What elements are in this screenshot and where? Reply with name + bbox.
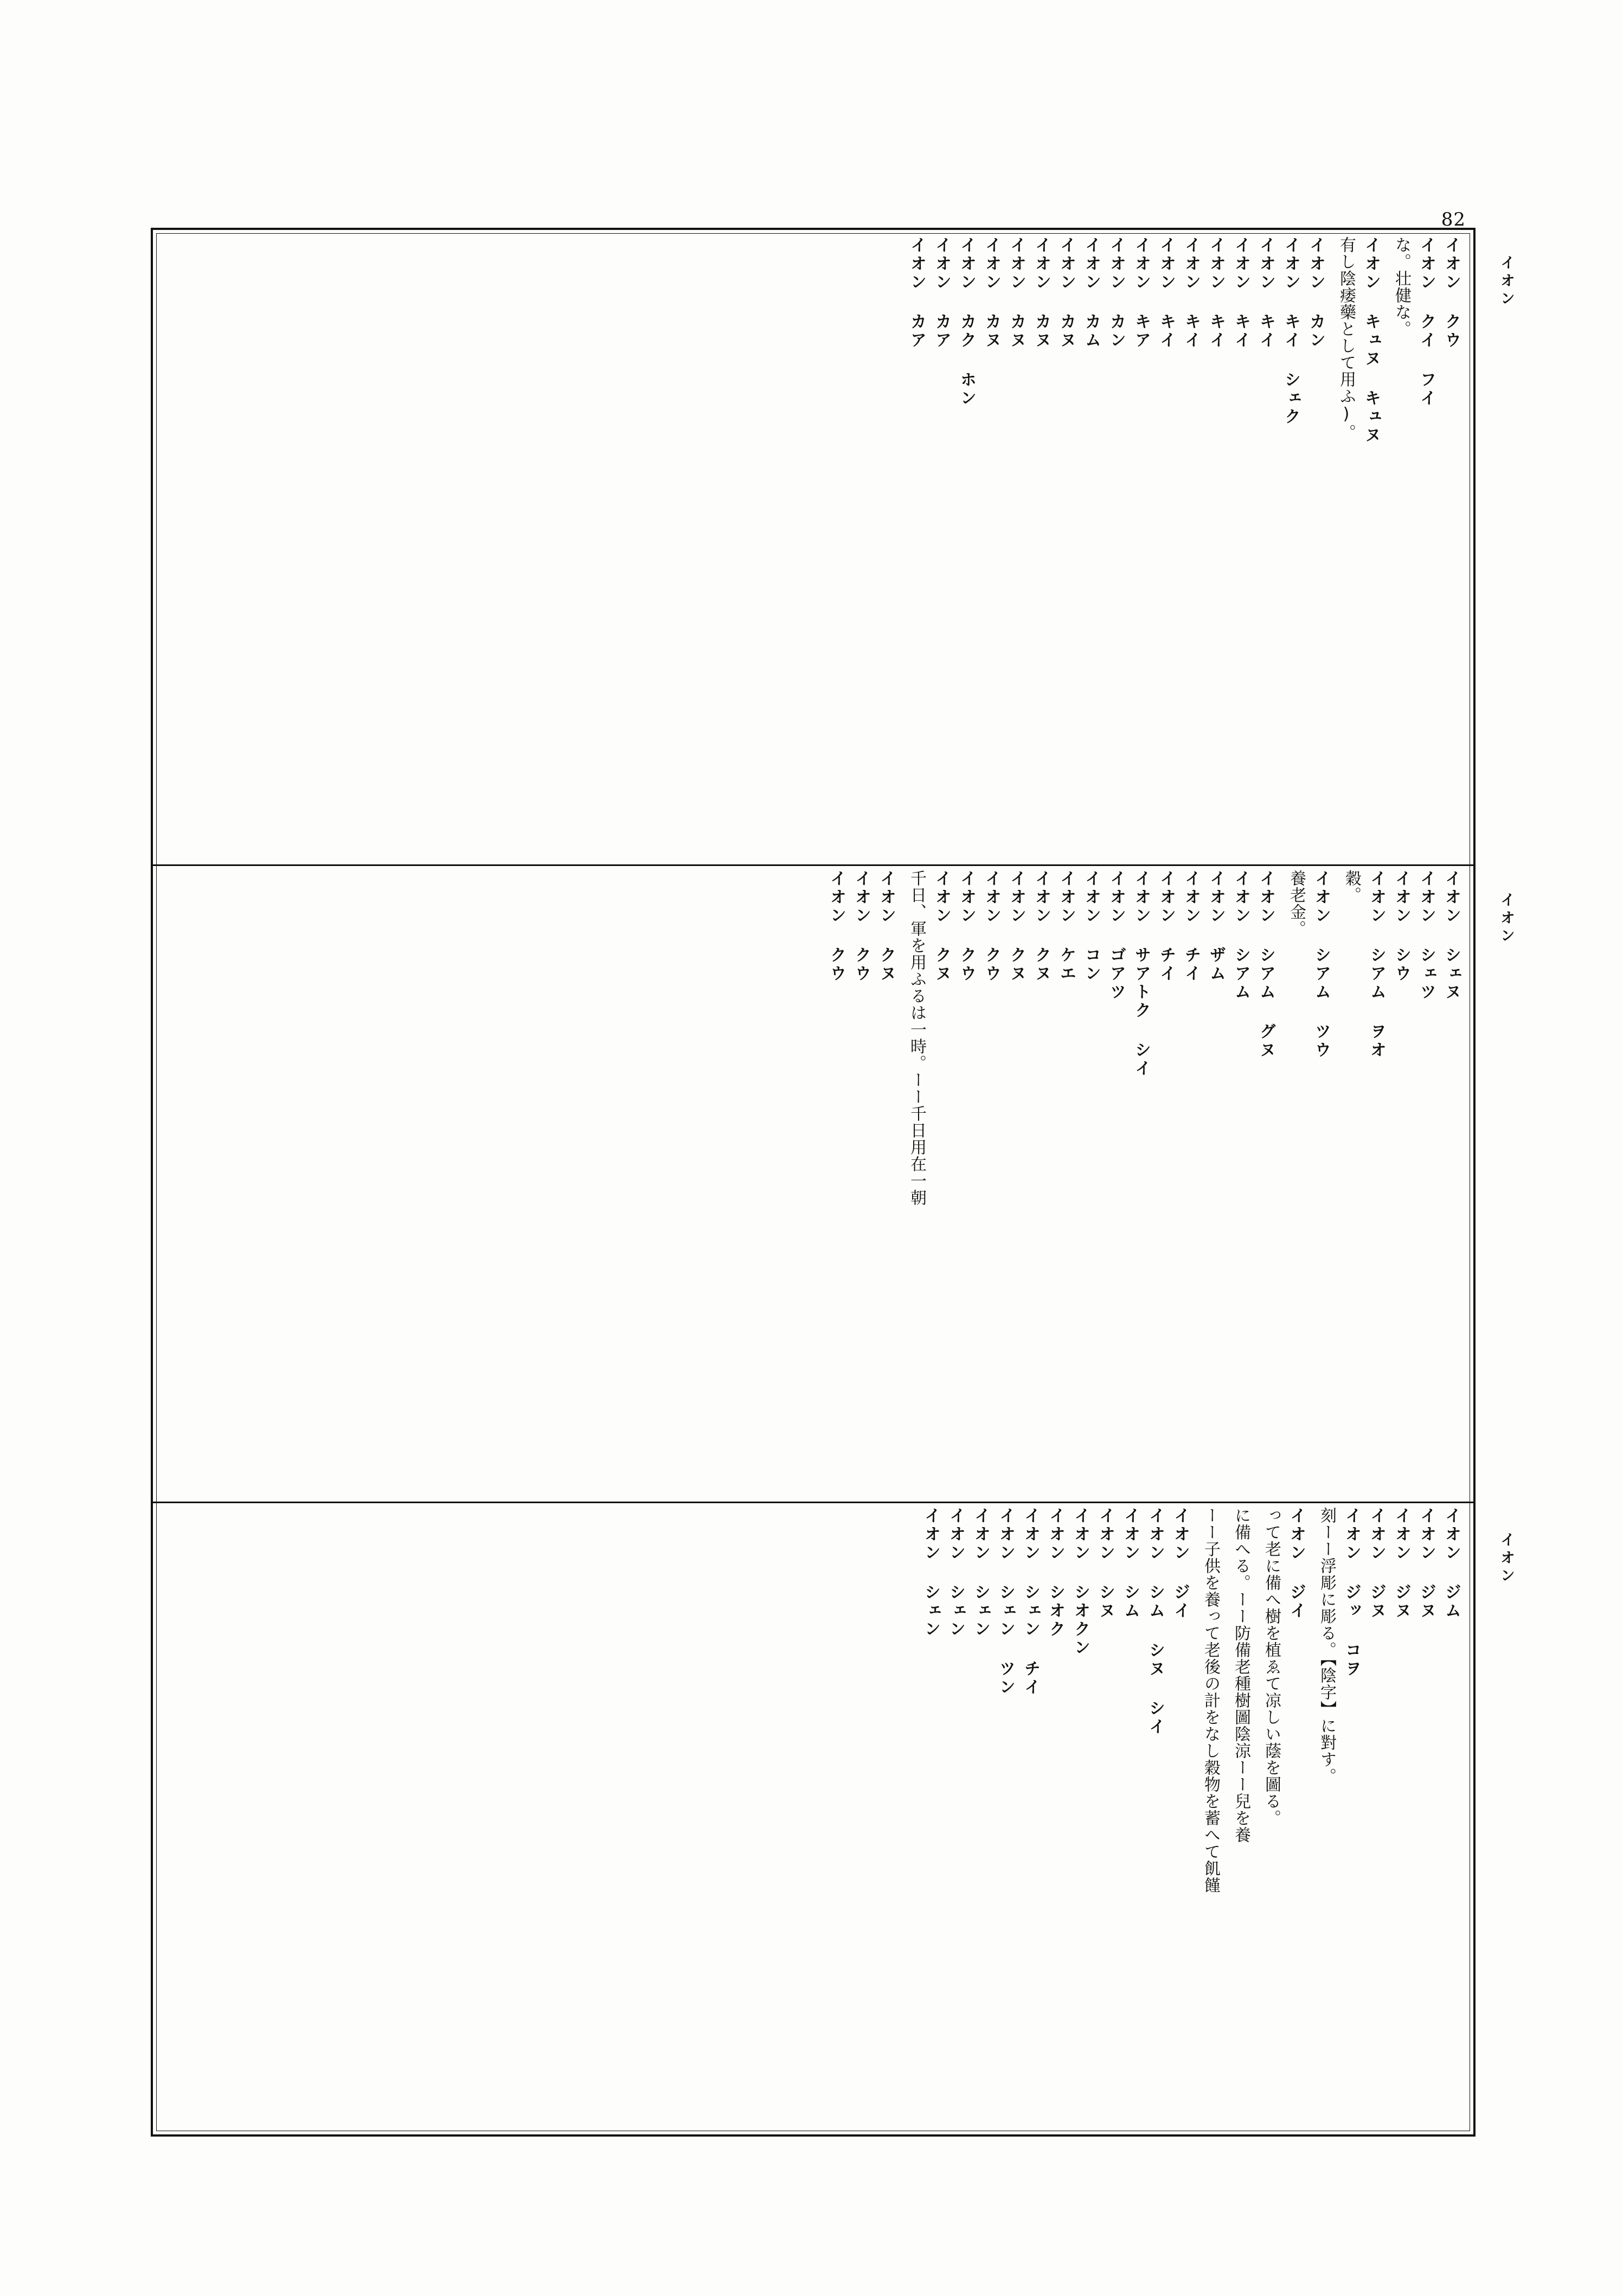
entry-headword: イオン クヌ — [1032, 870, 1051, 983]
entry-headword: イオン シウ — [1392, 870, 1411, 983]
entry-headword: イオン シム シヌ シイ — [1146, 1507, 1165, 1736]
entry-column — [993, 1507, 1018, 2131]
entry-column — [1364, 1507, 1389, 2131]
entry-column — [954, 236, 979, 863]
entry-definition: に備へる。ーー防備老種樹圖陰涼ーー兒を養 — [1231, 1507, 1250, 1843]
entry-headword: イオン クウ — [1442, 236, 1461, 350]
entry-headword: イオン クウ — [957, 870, 976, 983]
entry-headword: イオン ジヌ — [1417, 1507, 1436, 1620]
running-head-band-2: イオン — [1498, 892, 1515, 946]
entry-column — [1029, 236, 1054, 863]
entry-column — [1223, 1507, 1253, 2131]
entry-headword: イオン クウ — [852, 870, 871, 983]
entry-column — [1153, 236, 1178, 863]
entry-headword: イオン シアム ヲオ — [1367, 870, 1386, 1060]
entry-definition: って老に備へ樹を植ゑて凉しい蔭を圖る。 — [1262, 1507, 1281, 1826]
entry-column — [1004, 236, 1029, 863]
band-3 — [158, 1507, 1468, 2131]
entry-headword: イオン カヌ — [1032, 236, 1051, 350]
entry-column — [1203, 870, 1228, 1499]
entry-headword: イオン シェツ — [1417, 870, 1436, 1002]
entry-column — [1178, 870, 1203, 1499]
entry-definition: な。壮健な。 — [1392, 236, 1411, 337]
entry-column — [968, 1507, 993, 2131]
running-head-band-1: イオン — [1498, 255, 1515, 309]
band-1 — [158, 236, 1468, 863]
entry-column — [1128, 870, 1153, 1499]
entry-column — [824, 870, 849, 1499]
entry-headword: イオン キイ — [1231, 236, 1250, 350]
entry-column — [1054, 236, 1079, 863]
entry-column — [1414, 1507, 1439, 2131]
entry-headword: イオン ザム — [1207, 870, 1226, 983]
text-block-frame — [151, 228, 1476, 2137]
entry-headword: イオン クヌ — [932, 870, 951, 983]
entry-column — [979, 236, 1004, 863]
entry-column — [1284, 1507, 1308, 2131]
entry-column — [1414, 236, 1439, 863]
entry-column — [1389, 1507, 1414, 2131]
entry-headword: イオン シェン — [946, 1507, 965, 1639]
entry-headword: イオン シェン — [971, 1507, 990, 1639]
entry-column — [849, 870, 874, 1499]
entry-headword: イオン クウ — [982, 870, 1001, 983]
entry-column — [1308, 1507, 1339, 2131]
entry-column — [1439, 236, 1464, 863]
entry-headword: イオン カア — [932, 236, 951, 350]
entry-headword: イオン シオク — [1046, 1507, 1065, 1639]
entry-headword: イオン シオクン — [1071, 1507, 1090, 1657]
entry-headword: イオン クヌ — [877, 870, 896, 983]
entry-column — [1043, 1507, 1068, 2131]
entry-column — [1004, 870, 1029, 1499]
entry-headword: イオン キイ — [1157, 236, 1176, 350]
entry-column — [1128, 236, 1153, 863]
entry-column — [1068, 1507, 1093, 2131]
entry-column — [1339, 1507, 1364, 2131]
entry-headword: イオン クヌ — [1007, 870, 1026, 983]
band-2-columns — [824, 870, 1464, 1499]
entry-headword: イオン シアム グヌ — [1256, 870, 1275, 1060]
entry-headword: イオン カン — [1107, 236, 1126, 350]
entry-headword: イオン ジイ — [1287, 1507, 1306, 1620]
running-head-band-3: イオン — [1498, 1532, 1515, 1586]
entry-column — [1228, 870, 1253, 1499]
entry-column — [1253, 870, 1278, 1499]
entry-column — [1029, 870, 1054, 1499]
entry-definition: 穀。 — [1342, 870, 1361, 903]
entry-column — [1093, 1507, 1118, 2131]
entry-headword: イオン シアム — [1231, 870, 1250, 1002]
entry-column — [943, 1507, 968, 2131]
entry-column — [954, 870, 979, 1499]
entry-headword: イオン コン — [1082, 870, 1101, 983]
band-3-columns — [918, 1507, 1464, 2131]
entry-column — [1153, 870, 1178, 1499]
entry-column — [1328, 236, 1358, 863]
entry-definition: ーー子供を養って老後の計をなし穀物を蓄へて飢饉 — [1201, 1507, 1220, 1894]
entry-headword: イオン クウ — [827, 870, 846, 983]
entry-column — [1143, 1507, 1167, 2131]
entry-column — [1192, 1507, 1223, 2131]
entry-column — [1104, 236, 1128, 863]
entry-column — [1358, 236, 1383, 863]
entry-column — [1079, 870, 1104, 1499]
band-1-columns — [904, 236, 1464, 863]
entry-column — [929, 236, 954, 863]
entry-headword: イオン シヌ — [1096, 1507, 1115, 1620]
page-number: 82 — [1441, 209, 1466, 230]
entry-headword: イオン シェン チイ — [1021, 1507, 1040, 1697]
entry-headword: イオン キュヌ キュヌ — [1362, 236, 1381, 445]
entry-headword: イオン カヌ — [1007, 236, 1026, 350]
entry-headword: イオン カン — [1306, 236, 1325, 350]
entry-headword: イオン カク ホン — [957, 236, 976, 408]
entry-definition: 有し陰痿藥として用ふ)。 — [1337, 236, 1356, 441]
entry-column — [1228, 236, 1253, 863]
entry-headword: イオン サアトク シイ — [1132, 870, 1151, 1078]
entry-headword: イオン シェヌ — [1442, 870, 1461, 1002]
entry-column — [1178, 236, 1203, 863]
entry-column — [1253, 1507, 1284, 2131]
entry-headword: イオン クイ フイ — [1417, 236, 1436, 408]
entry-headword: イオン カア — [907, 236, 926, 350]
entry-column — [1333, 870, 1364, 1499]
entry-headword: イオン ゴアツ — [1107, 870, 1126, 1002]
entry-column — [1054, 870, 1079, 1499]
entry-column — [929, 870, 954, 1499]
entry-column — [1364, 870, 1389, 1499]
entry-headword: イオン ケエ — [1057, 870, 1076, 983]
entry-column — [1303, 236, 1328, 863]
entry-definition: 刻ーー浮彫に彫る。【陰字】に對す。 — [1317, 1507, 1336, 1785]
entry-column — [1439, 870, 1464, 1499]
entry-column — [1118, 1507, 1143, 2131]
entry-column — [1079, 236, 1104, 863]
entry-headword: イオン カヌ — [1057, 236, 1076, 350]
entry-headword: イオン シム — [1121, 1507, 1140, 1620]
entry-headword: イオン チイ — [1157, 870, 1176, 983]
entry-definition: 千日、軍を用ふるは一時。ーー千日用在一朝 — [907, 870, 926, 1206]
entry-column — [904, 236, 929, 863]
entry-headword: イオン キイ シェク — [1281, 236, 1300, 426]
entry-headword: イオン ジム — [1442, 1507, 1461, 1620]
entry-headword: イオン ジヌ — [1392, 1507, 1411, 1620]
entry-headword: イオン キイ — [1182, 236, 1201, 350]
entry-column — [1253, 236, 1278, 863]
entry-headword: イオン ジイ — [1171, 1507, 1190, 1620]
entry-column — [1389, 870, 1414, 1499]
band-2 — [158, 870, 1468, 1499]
entry-headword: イオン キイ — [1207, 236, 1226, 350]
entry-column — [1104, 870, 1128, 1499]
entry-headword: イオン シェン — [921, 1507, 940, 1639]
entry-column — [1383, 236, 1414, 863]
band-divider-1 — [153, 864, 1473, 866]
entry-headword: イオン キイ — [1256, 236, 1275, 350]
entry-column — [1278, 870, 1308, 1499]
entry-column — [918, 1507, 943, 2131]
entry-column — [1203, 236, 1228, 863]
entry-headword: イオン カム — [1082, 236, 1101, 350]
entry-headword: イオン シアム ツウ — [1312, 870, 1331, 1060]
entry-column — [899, 870, 929, 1499]
entry-headword: イオン カヌ — [982, 236, 1001, 350]
entry-column — [1167, 1507, 1192, 2131]
entry-column — [1018, 1507, 1043, 2131]
entry-column — [979, 870, 1004, 1499]
entry-definition: 養老金。 — [1287, 870, 1306, 937]
entry-headword: イオン ジッ コヲ — [1342, 1507, 1361, 1678]
entry-headword: イオン キア — [1132, 236, 1151, 350]
entry-column — [874, 870, 899, 1499]
entry-headword: イオン チイ — [1182, 870, 1201, 983]
entry-column — [1308, 870, 1333, 1499]
entry-headword: イオン シェン ツン — [996, 1507, 1015, 1697]
band-divider-2 — [153, 1502, 1473, 1503]
entry-headword: イオン ジヌ — [1367, 1507, 1386, 1620]
entry-column — [1439, 1507, 1464, 2131]
entry-column — [1414, 870, 1439, 1499]
entry-column — [1278, 236, 1303, 863]
